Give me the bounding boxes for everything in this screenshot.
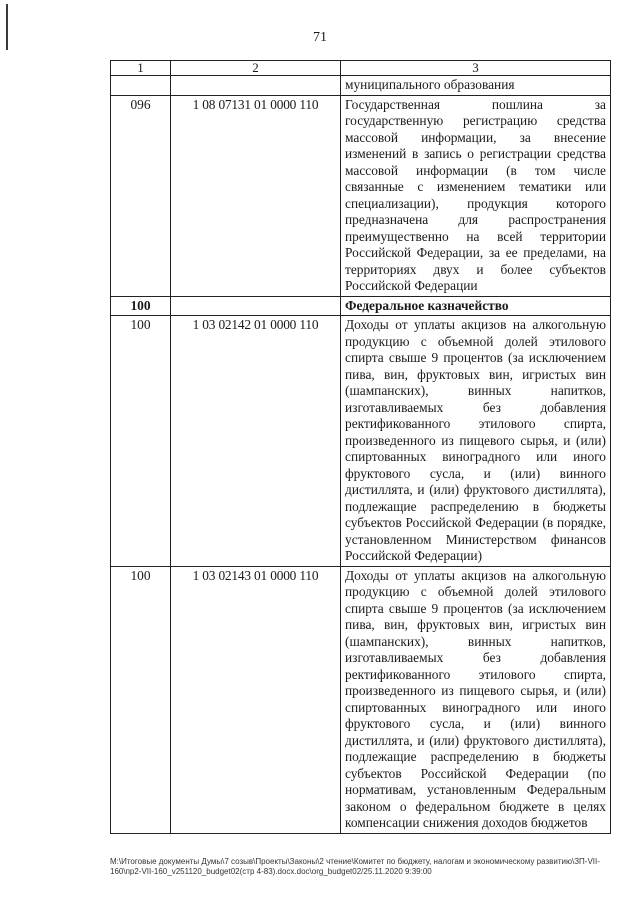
page-number: 71 [313, 30, 327, 45]
admin-code-cell [111, 76, 171, 96]
revenue-code-cell: 1 08 07131 01 0000 110 [171, 95, 341, 296]
revenue-code-table [110, 60, 611, 834]
column-header-2: 2 [171, 61, 341, 76]
revenue-description-cell: Доходы от уплаты акцизов на алкогольную продукцию с объемной долей этилового спирта свыше 9 процентов (за исключением пива, вин, фруктовых вин, игристых вин (шампанских), винных напитков, изготавливаемых без добавления ректификованного этилового спирта, произведенного из пищевого сырья, и (или) спиртованных виноградного или иного фруктового сусла, и (или) винного дистиллята, и (или) фруктового дистиллята), подлежащие распределению в бюджеты субъектов Российской Федерации (по нормативам, установленным Федеральным законом о федеральном бюджете в целях компенсации снижения доходов бюджетов [341, 566, 611, 833]
revenue-code-cell: 1 03 02143 01 0000 110 [171, 566, 341, 833]
revenue-description-cell: Доходы от уплаты акцизов на алкогольную продукцию с объемной долей этилового спирта свыше 9 процентов (за исключением пива, вин, фруктовых вин, игристых вин (шампанских), винных напитков, изготавливаемых без добавления ректификованного этилового спирта, произведенного из пищевого сырья, и (или) спиртованных виноградного или иного фруктового сусла, и (или) винного дистиллята, и (или) фруктового дистиллята), подлежащие распределению в бюджеты субъектов Российской Федерации (в порядке, установленном Министерством финансов Российской Федерации) [341, 316, 611, 567]
admin-code-cell: 100 [111, 316, 171, 567]
table-row [111, 316, 611, 567]
revenue-code-cell [171, 296, 341, 316]
revenue-code-cell [171, 76, 341, 96]
table-row [111, 296, 611, 316]
revenue-description-cell: муниципального образования [341, 76, 611, 96]
admin-code-cell: 100 [111, 296, 171, 316]
table-header-row [111, 61, 611, 76]
admin-code-cell: 096 [111, 95, 171, 296]
table-row [111, 76, 611, 96]
column-header-3: 3 [341, 61, 611, 76]
admin-code-cell: 100 [111, 566, 171, 833]
revenue-code-cell: 1 03 02142 01 0000 110 [171, 316, 341, 567]
revenue-description-cell: Федеральное казначейство [341, 296, 611, 316]
table-body [111, 76, 611, 834]
file-path-footer: М:\Итоговые документы Думы\7 созыв\Проекты\Законы\2 чтение\Комитет по бюджету, налогам и экономическому развитию\ЗП-VII-160\пр2-VII-160_v251120_budget02(стр 4-83).docx.doc\org_budget02/25.11.2020 9:39:00 [110, 857, 600, 876]
table-row [111, 566, 611, 833]
revenue-description-cell: Государственная пошлина за государственную регистрацию средства массовой информации, за внесение изменений в запись о регистрации средства массовой информации (в том числе связанные с изменением тематики или специализации), продукция которого предназначена для распространения преимущественно на всей территории Российской Федерации, за ее пределами, на территориях двух и более субъектов Российской Федерации [341, 95, 611, 296]
table-row [111, 95, 611, 296]
column-header-1: 1 [111, 61, 171, 76]
